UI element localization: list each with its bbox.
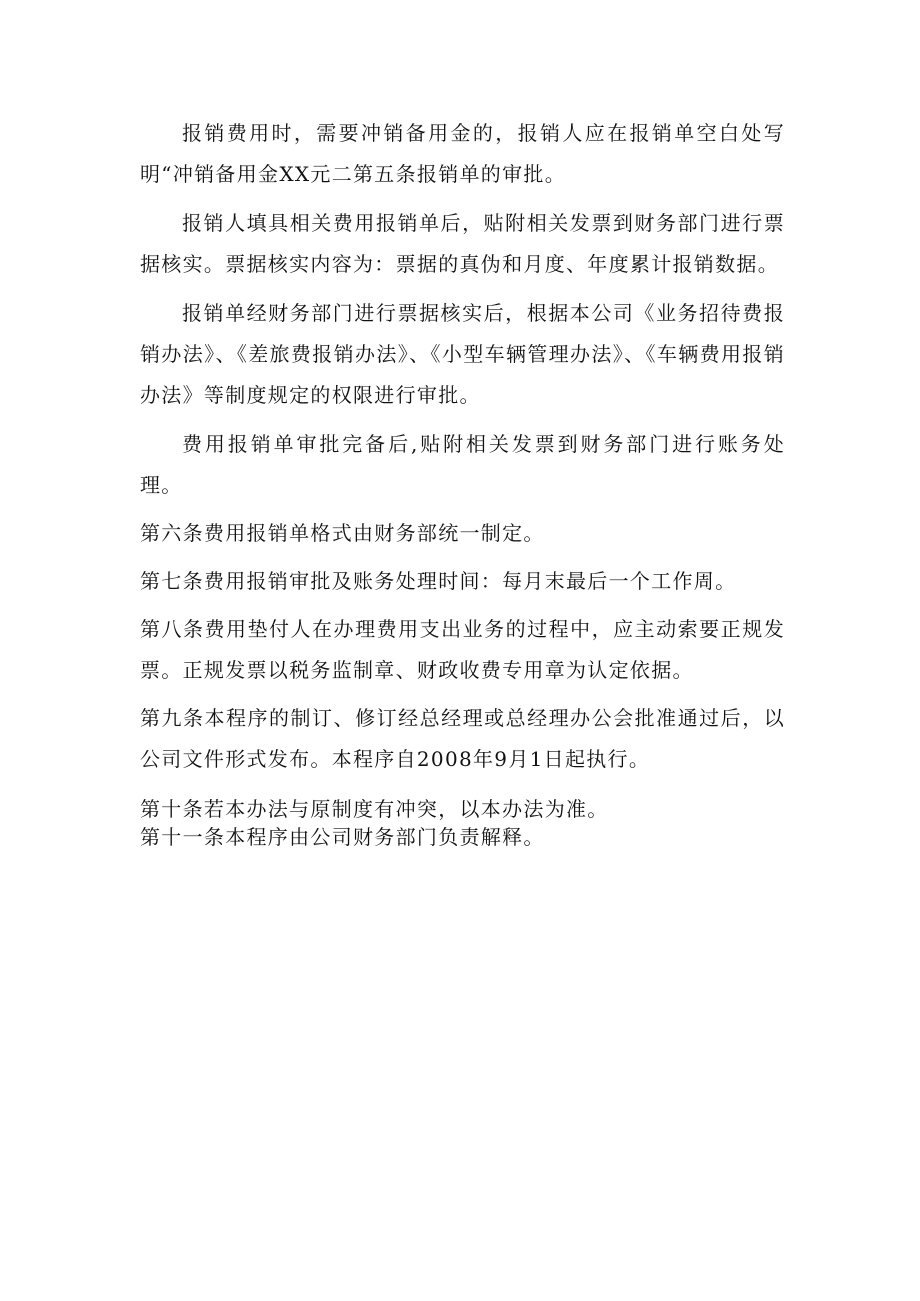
paragraph-invoice-verification: 报销人填具相关费用报销单后，贴附相关发票到财务部门进行票据核实。票据核实内容为：票据的真伪和月度、年度累计报销数据。 <box>140 211 785 276</box>
article-seven: 第七条费用报销审批及账务处理时间：每月末最后一个工作周。 <box>140 569 737 593</box>
article-ten: 第十条若本办法与原制度有冲突，以本办法为准。 <box>140 797 609 821</box>
paragraph-accounting-processing: 费用报销单审批完备后,贴附相关发票到财务部门进行账务处理。 <box>140 432 785 497</box>
article-eight: 第八条费用垫付人在办理费用支出业务的过程中，应主动索要正规发票。正规发票以税务监制章、财政收费专用章为认定依据。 <box>140 617 785 682</box>
article-six: 第六条费用报销单格式由财务部统一制定。 <box>140 521 545 545</box>
paragraph-approval-authority: 报销单经财务部门进行票据核实后，根据本公司《业务招待费报销办法》、《差旅费报销办法》、《小型车辆管理办法》、《车辆费用报销办法》等制度规定的权限进行审批。 <box>140 301 785 407</box>
document-body <box>140 113 785 851</box>
article-eleven: 第十一条本程序由公司财务部门负责解释。 <box>140 825 545 849</box>
paragraph-offset-writing: 报销费用时，需要冲销备用金的，报销人应在报销单空白处写明“冲销备用金XX元二第五条报销单的审批。 <box>140 121 785 186</box>
article-nine: 第九条本程序的制订、修订经总经理或总经理办公会批准通过后，以公司文件形式发布。本程序自2008年9月1日起执行。 <box>140 706 785 771</box>
